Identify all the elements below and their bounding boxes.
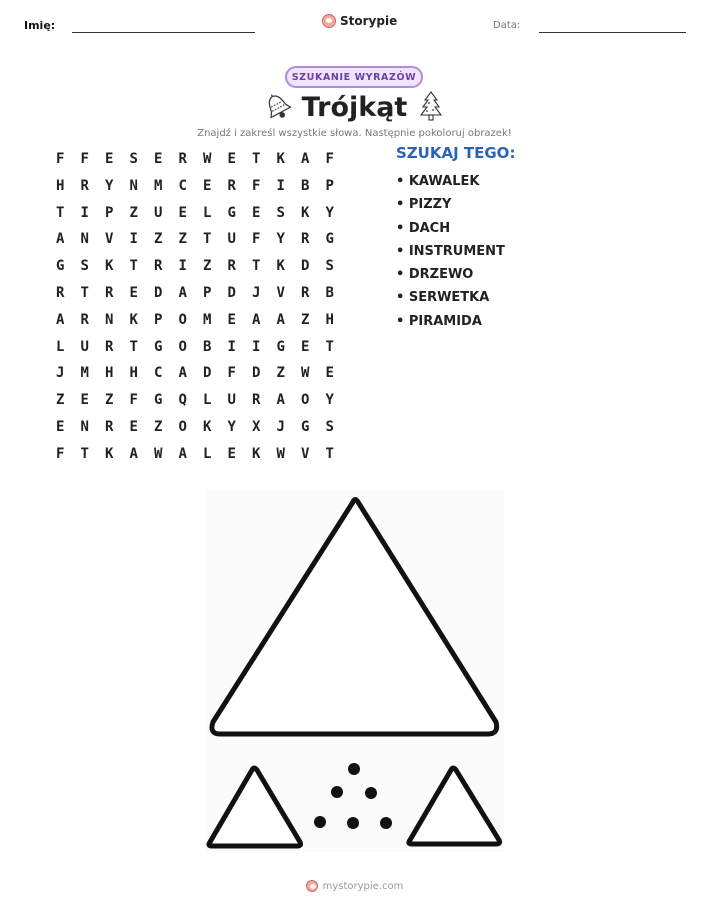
grid-letter[interactable]: E bbox=[227, 445, 236, 462]
grid-letter[interactable]: Z bbox=[56, 392, 65, 409]
grid-letter[interactable]: Z bbox=[301, 311, 310, 328]
grid-letter[interactable]: Y bbox=[227, 418, 236, 435]
grid-letter[interactable]: E bbox=[129, 418, 138, 435]
brand-name: Storypie bbox=[340, 14, 398, 28]
grid-letter[interactable]: A bbox=[276, 311, 285, 328]
grid-letter[interactable]: R bbox=[301, 284, 310, 301]
grid-letter[interactable]: C bbox=[178, 177, 187, 194]
grid-letter[interactable]: X bbox=[252, 418, 261, 435]
grid-letter[interactable]: Z bbox=[178, 231, 187, 248]
grid-letter[interactable]: L bbox=[203, 445, 212, 462]
grid-letter[interactable]: T bbox=[252, 151, 261, 167]
grid-letter[interactable]: T bbox=[252, 258, 261, 275]
grid-letter[interactable]: R bbox=[301, 231, 310, 248]
storypie-logo-icon bbox=[322, 14, 336, 28]
grid-letter[interactable]: I bbox=[80, 204, 89, 221]
grid-letter[interactable]: R bbox=[154, 258, 163, 275]
grid-letter[interactable]: E bbox=[178, 204, 187, 221]
word-list-item: • KAWALEK bbox=[396, 174, 480, 189]
grid-letter[interactable]: E bbox=[227, 311, 236, 328]
grid-letter[interactable]: L bbox=[203, 392, 212, 409]
grid-letter[interactable]: R bbox=[227, 258, 236, 275]
grid-letter[interactable]: O bbox=[178, 311, 187, 328]
grid-letter[interactable]: E bbox=[129, 284, 138, 301]
grid-letter[interactable]: U bbox=[80, 338, 89, 355]
grid-letter[interactable]: G bbox=[56, 258, 65, 275]
grid-letter[interactable]: W bbox=[301, 365, 310, 382]
grid-letter[interactable]: I bbox=[178, 258, 187, 275]
grid-letter[interactable]: G bbox=[154, 392, 163, 409]
grid-letter[interactable]: T bbox=[325, 338, 334, 355]
grid-letter[interactable]: U bbox=[154, 204, 163, 221]
grid-letter[interactable]: W bbox=[203, 151, 212, 167]
grid-letter[interactable]: H bbox=[325, 311, 334, 328]
grid-letter[interactable]: P bbox=[105, 204, 114, 221]
grid-letter[interactable]: J bbox=[276, 418, 285, 435]
grid-letter[interactable]: E bbox=[227, 151, 236, 167]
grid-letter[interactable]: J bbox=[252, 284, 261, 301]
grid-letter[interactable]: Q bbox=[178, 392, 187, 409]
grid-letter[interactable]: E bbox=[301, 338, 310, 355]
grid-letter[interactable]: R bbox=[227, 177, 236, 194]
grid-letter[interactable]: R bbox=[80, 311, 89, 328]
instructions-text: Znajdź i zakreśl wszystkie słowa. Następnie pokoloruj obrazek! bbox=[197, 128, 512, 139]
grid-letter[interactable]: V bbox=[301, 445, 310, 462]
grid-letter[interactable]: P bbox=[154, 311, 163, 328]
grid-letter[interactable]: A bbox=[178, 365, 187, 382]
grid-letter[interactable]: F bbox=[56, 151, 65, 167]
grid-letter[interactable]: U bbox=[227, 231, 236, 248]
grid-letter[interactable]: I bbox=[276, 177, 285, 194]
grid-letter[interactable]: C bbox=[154, 365, 163, 382]
grid-letter[interactable]: Z bbox=[129, 204, 138, 221]
grid-letter[interactable]: V bbox=[105, 231, 114, 248]
page-title: Trójkąt bbox=[301, 92, 408, 123]
grid-letter[interactable]: G bbox=[325, 231, 334, 248]
grid-letter[interactable]: R bbox=[178, 151, 187, 167]
word-list-item: • DACH bbox=[396, 220, 451, 236]
grid-letter[interactable]: K bbox=[129, 311, 138, 328]
grid-letter[interactable]: R bbox=[56, 284, 65, 301]
grid-letter[interactable]: S bbox=[325, 418, 334, 435]
grid-letter[interactable]: N bbox=[129, 177, 138, 194]
grid-letter[interactable]: A bbox=[301, 151, 310, 167]
grid-letter[interactable]: A bbox=[129, 445, 138, 462]
grid-letter[interactable]: Y bbox=[325, 392, 334, 409]
grid-letter[interactable]: H bbox=[105, 365, 114, 382]
grid-letter[interactable]: R bbox=[105, 418, 114, 435]
activity-badge: SZUKANIE WYRAZÓW bbox=[285, 66, 423, 88]
grid-letter[interactable]: U bbox=[227, 392, 236, 409]
grid-letter[interactable]: R bbox=[105, 338, 114, 355]
grid-letter[interactable]: R bbox=[80, 177, 89, 194]
grid-letter[interactable]: T bbox=[80, 445, 89, 462]
grid-letter[interactable]: Y bbox=[105, 177, 114, 194]
grid-letter[interactable]: S bbox=[80, 258, 89, 275]
brand-logo bbox=[322, 14, 397, 28]
grid-letter[interactable]: J bbox=[56, 365, 65, 382]
grid-letter[interactable]: W bbox=[276, 445, 285, 462]
word-list-item: • INSTRUMENT bbox=[396, 243, 505, 259]
grid-letter[interactable]: B bbox=[203, 338, 212, 355]
grid-letter[interactable]: T bbox=[129, 258, 138, 275]
grid-letter[interactable]: G bbox=[227, 204, 236, 221]
grid-letter[interactable]: S bbox=[129, 151, 138, 167]
grid-letter[interactable]: Y bbox=[276, 231, 285, 248]
grid-letter[interactable]: Z bbox=[276, 365, 285, 382]
word-list-item: • PIRAMIDA bbox=[396, 313, 482, 329]
word-search-grid bbox=[48, 146, 342, 468]
footer-url[interactable]: mystorypie.com bbox=[322, 880, 404, 892]
grid-letter[interactable]: T bbox=[129, 338, 138, 355]
grid-letter[interactable]: Z bbox=[154, 231, 163, 248]
grid-letter[interactable]: F bbox=[56, 445, 65, 462]
grid-letter[interactable]: O bbox=[178, 418, 187, 435]
grid-letter[interactable]: K bbox=[105, 445, 114, 462]
grid-letter[interactable]: A bbox=[56, 231, 65, 248]
grid-letter[interactable]: L bbox=[203, 204, 212, 221]
grid-letter[interactable]: T bbox=[80, 284, 89, 301]
grid-letter[interactable]: S bbox=[325, 258, 334, 275]
grid-letter[interactable]: D bbox=[301, 258, 310, 275]
grid-letter[interactable]: G bbox=[276, 338, 285, 355]
grid-letter[interactable]: W bbox=[154, 445, 163, 462]
name-line[interactable] bbox=[72, 32, 255, 33]
footer bbox=[0, 880, 709, 892]
grid-letter[interactable]: I bbox=[129, 231, 138, 248]
word-list-title: SZUKAJ TEGO: bbox=[396, 144, 516, 162]
grid-letter[interactable]: M bbox=[80, 365, 89, 382]
word-list-item: • PIZZY bbox=[396, 197, 452, 213]
date-line[interactable] bbox=[539, 32, 686, 33]
grid-letter[interactable]: K bbox=[276, 258, 285, 275]
grid-letter[interactable]: A bbox=[178, 284, 187, 301]
grid-letter[interactable]: Z bbox=[105, 392, 114, 409]
grid-letter[interactable]: N bbox=[105, 311, 114, 328]
grid-letter[interactable]: F bbox=[80, 151, 89, 167]
grid-letter[interactable]: T bbox=[325, 445, 334, 462]
grid-letter[interactable]: K bbox=[105, 258, 114, 275]
word-list-item: • SERWETKA bbox=[396, 290, 490, 306]
grid-letter[interactable]: F bbox=[129, 392, 138, 409]
grid-letter[interactable]: B bbox=[301, 177, 310, 194]
grid-letter[interactable]: F bbox=[252, 177, 261, 194]
grid-letter[interactable]: R bbox=[105, 284, 114, 301]
grid-letter[interactable]: S bbox=[276, 204, 285, 221]
grid-letter[interactable]: E bbox=[252, 204, 261, 221]
grid-letter[interactable]: P bbox=[203, 284, 212, 301]
grid-letter[interactable]: H bbox=[56, 177, 65, 194]
grid-letter[interactable]: K bbox=[252, 445, 261, 462]
grid-letter[interactable]: K bbox=[301, 204, 310, 221]
grid-letter[interactable]: K bbox=[276, 151, 285, 167]
word-list bbox=[396, 170, 505, 333]
grid-letter[interactable]: G bbox=[301, 418, 310, 435]
grid-letter[interactable]: G bbox=[154, 338, 163, 355]
grid-letter[interactable]: P bbox=[325, 177, 334, 194]
word-list-item: • DRZEWO bbox=[396, 267, 474, 283]
grid-letter[interactable]: N bbox=[80, 231, 89, 248]
grid-letter[interactable]: T bbox=[203, 231, 212, 248]
grid-letter[interactable]: A bbox=[178, 445, 187, 462]
grid-letter[interactable]: E bbox=[80, 392, 89, 409]
grid-letter[interactable]: B bbox=[325, 284, 334, 301]
grid-letter[interactable]: M bbox=[203, 311, 212, 328]
grid-letter[interactable]: O bbox=[301, 392, 310, 409]
grid-letter[interactable]: L bbox=[56, 338, 65, 355]
grid-letter[interactable]: F bbox=[325, 151, 334, 167]
grid-letter[interactable]: D bbox=[203, 365, 212, 382]
grid-letter[interactable]: E bbox=[203, 177, 212, 194]
grid-letter[interactable]: F bbox=[252, 231, 261, 248]
grid-letter[interactable]: O bbox=[178, 338, 187, 355]
grid-letter[interactable]: A bbox=[276, 392, 285, 409]
name-label: Imię: bbox=[24, 19, 56, 32]
grid-letter[interactable]: I bbox=[227, 338, 236, 355]
grid-letter[interactable]: M bbox=[154, 177, 163, 194]
grid-letter[interactable]: N bbox=[80, 418, 89, 435]
grid-letter[interactable]: D bbox=[227, 284, 236, 301]
date-label: Data: bbox=[493, 20, 521, 31]
grid-letter[interactable]: R bbox=[252, 392, 261, 409]
grid-letter[interactable]: E bbox=[105, 151, 114, 167]
grid-letter[interactable]: I bbox=[252, 338, 261, 355]
grid-letter[interactable]: E bbox=[154, 151, 163, 167]
grid-letter[interactable]: H bbox=[129, 365, 138, 382]
grid-letter[interactable]: Y bbox=[325, 204, 334, 221]
grid-letter[interactable]: F bbox=[227, 365, 236, 382]
grid-letter[interactable]: Z bbox=[154, 418, 163, 435]
grid-letter[interactable]: E bbox=[56, 418, 65, 435]
grid-letter[interactable]: A bbox=[56, 311, 65, 328]
grid-letter[interactable]: D bbox=[252, 365, 261, 382]
grid-letter[interactable]: Z bbox=[203, 258, 212, 275]
grid-letter[interactable]: T bbox=[56, 204, 65, 221]
storypie-logo-icon bbox=[306, 880, 318, 892]
grid-letter[interactable]: K bbox=[203, 418, 212, 435]
triangle-coloring-picture bbox=[200, 490, 510, 855]
grid-letter[interactable]: E bbox=[325, 365, 334, 382]
grid-letter[interactable]: D bbox=[154, 284, 163, 301]
grid-letter[interactable]: V bbox=[276, 284, 285, 301]
grid-letter[interactable]: A bbox=[252, 311, 261, 328]
